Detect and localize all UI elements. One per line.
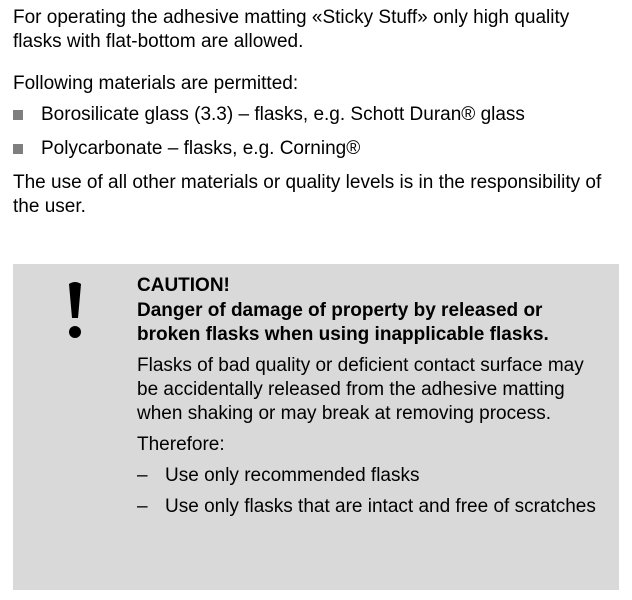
intro-paragraph: For operating the adhesive matting «Sticky Stuff» only high quality flasks with flat-bottom are allowed. [13, 7, 570, 52]
list-item-text: Use only recommended flasks [165, 465, 420, 486]
permitted-heading: Following materials are permitted: [13, 73, 299, 94]
list-item [13, 103, 525, 127]
exclamation-icon [63, 280, 87, 340]
caution-title: CAUTION! [137, 275, 230, 296]
caution-body: Flasks of bad quality or deficient contact surface may be accidentally released from the adhesive matting when shaking or may break at removing process. [137, 355, 584, 424]
dash-bullet: – [137, 496, 148, 517]
list-item-text: Polycarbonate – flasks, e.g. Corning® [41, 138, 361, 159]
responsibility-paragraph: The use of all other materials or quality levels is in the responsibility of the user. [13, 172, 602, 217]
square-bullet-icon [13, 144, 23, 154]
dash-bullet: – [137, 465, 148, 486]
list-item [137, 495, 607, 519]
list-item-text: Borosilicate glass (3.3) – flasks, e.g. Schott Duran® glass [41, 104, 525, 125]
caution-box [13, 264, 619, 590]
caution-content [137, 274, 607, 519]
list-item-text: Use only flasks that are intact and free of scratches [165, 496, 596, 517]
therefore-label: Therefore: [137, 434, 225, 455]
caution-headline: Danger of damage of property by released or broken flasks when using inapplicable flasks. [137, 300, 549, 345]
square-bullet-icon [13, 110, 23, 120]
list-item [137, 464, 607, 488]
list-item [13, 137, 360, 161]
